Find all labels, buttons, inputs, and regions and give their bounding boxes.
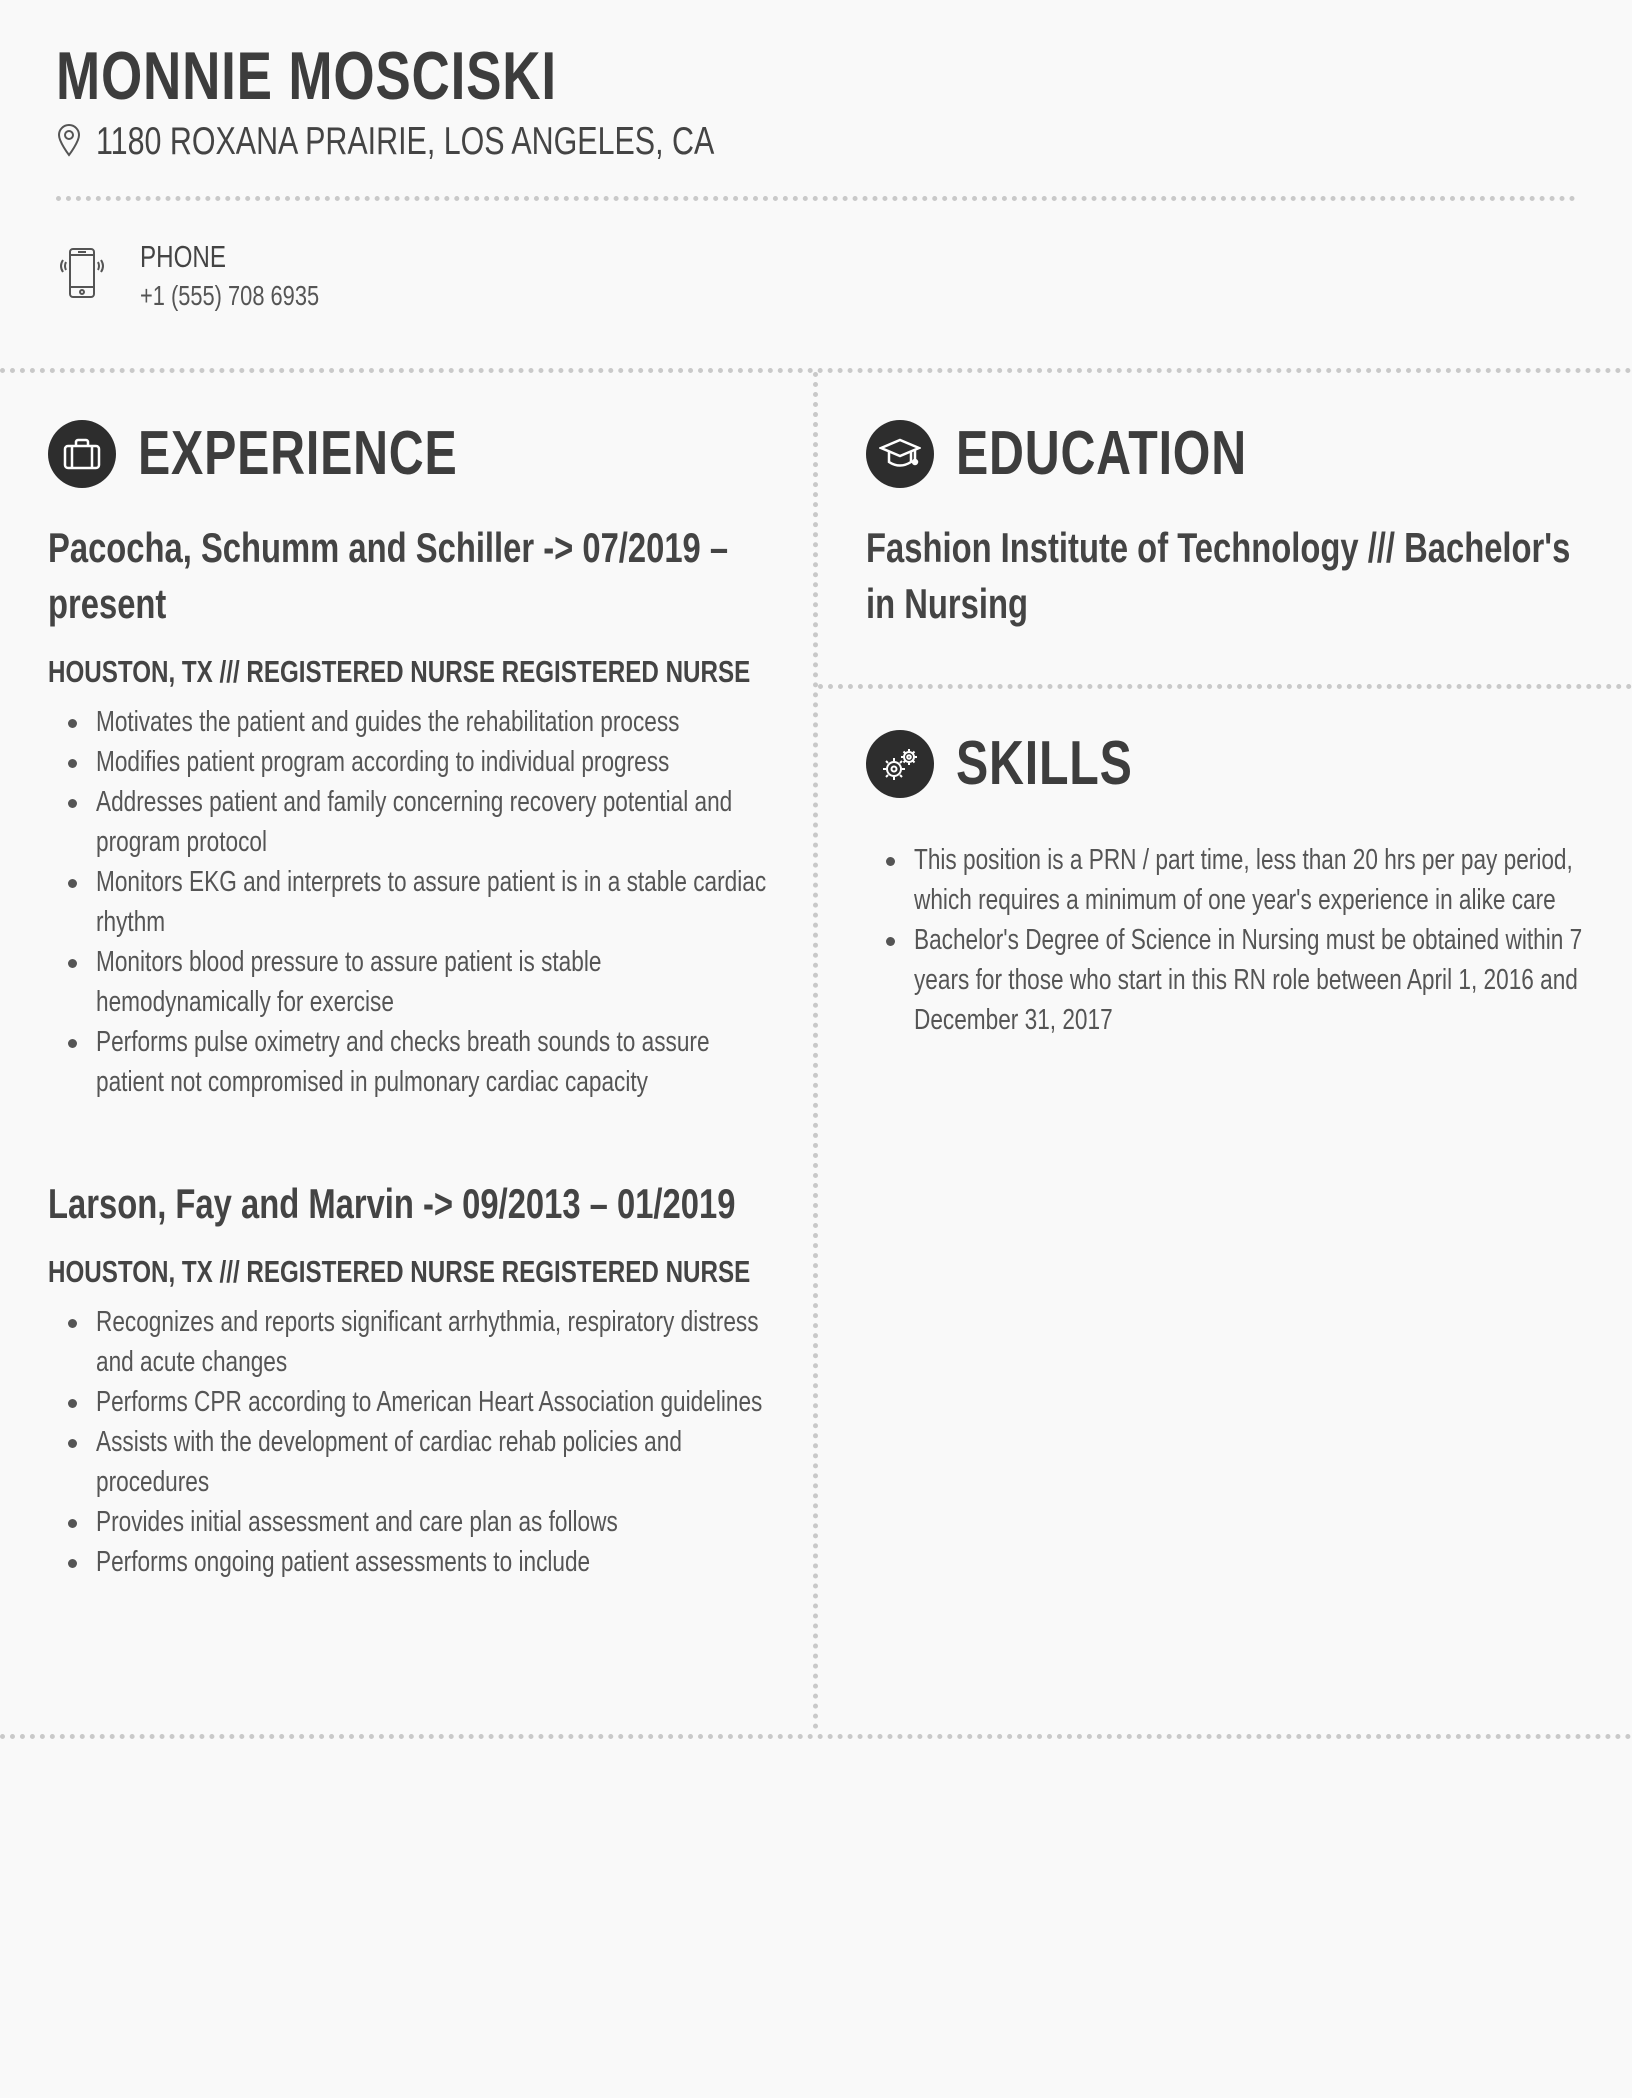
list-item: Performs ongoing patient assessments to include (48, 1542, 778, 1582)
list-item: Motivates the patient and guides the rehabilitation process (48, 702, 778, 742)
experience-heading: EXPERIENCE (48, 418, 548, 489)
list-item: Addresses patient and family concerning recovery potential and program protocol (48, 782, 778, 862)
address-text: 1180 ROXANA PRAIRIE, LOS ANGELES, CA (96, 120, 715, 163)
map-pin-icon (56, 123, 82, 162)
job-title: Pacocha, Schumm and Schiller -> 07/2019 – present (48, 524, 729, 627)
list-item: Bachelor's Degree of Science in Nursing must be obtained within 7 years for those who start in this RN role between April 1, 2016 and December 31, 2017 (866, 920, 1586, 1040)
list-item: Performs pulse oximetry and checks breath sounds to assure patient not compromised in pulmonary cardiac capacity (48, 1022, 778, 1102)
header-divider (56, 196, 1576, 201)
list-item: Assists with the development of cardiac rehab policies and procedures (48, 1422, 778, 1502)
briefcase-icon (48, 420, 116, 488)
list-item: Monitors blood pressure to assure patient is stable hemodynamically for exercise (48, 942, 778, 1022)
graduation-cap-icon (866, 420, 934, 488)
list-item: This position is a PRN / part time, less than 20 hrs per pay period, which requires a minimum of one year's experience in alike care (866, 840, 1586, 920)
job-bullets (48, 1302, 778, 1582)
education-entry: Fashion Institute of Technology /// Bachelor's in Nursing (866, 524, 1571, 627)
job-entry (48, 1176, 778, 1582)
skills-heading: SKILLS (866, 728, 1182, 799)
phone-icon (54, 246, 110, 316)
list-item: Monitors EKG and interprets to assure patient is in a stable cardiac rhythm (48, 862, 778, 942)
skills-bullets (866, 840, 1586, 1040)
job-title: Larson, Fay and Marvin -> 09/2013 – 01/2019 (48, 1180, 736, 1227)
candidate-name: MONNIE MOSCISKI (56, 38, 557, 114)
job-meta: HOUSTON, TX /// REGISTERED NURSE REGISTERED NURSE (48, 1254, 751, 1289)
gears-icon (866, 730, 934, 798)
education-content (866, 520, 1586, 632)
list-item: Recognizes and reports significant arrhythmia, respiratory distress and acute changes (48, 1302, 778, 1382)
phone-contact (54, 238, 370, 316)
skills-content (866, 830, 1586, 1040)
list-item: Modifies patient program according to individual progress (48, 742, 778, 782)
education-skills-divider (818, 684, 1632, 689)
phone-label: PHONE (140, 239, 226, 274)
experience-list (48, 520, 778, 1582)
list-item: Provides initial assessment and care plan as follows (48, 1502, 778, 1542)
section-divider-bottom (0, 1734, 1632, 1739)
address (56, 118, 889, 166)
list-item: Performs CPR according to American Heart Association guidelines (48, 1382, 778, 1422)
job-meta: HOUSTON, TX /// REGISTERED NURSE REGISTERED NURSE (48, 654, 751, 689)
education-heading: EDUCATION (866, 418, 1329, 489)
phone-number: +1 (555) 708 6935 (140, 280, 320, 311)
job-bullets (48, 702, 778, 1102)
job-entry (48, 520, 778, 1102)
column-divider (813, 372, 818, 1730)
